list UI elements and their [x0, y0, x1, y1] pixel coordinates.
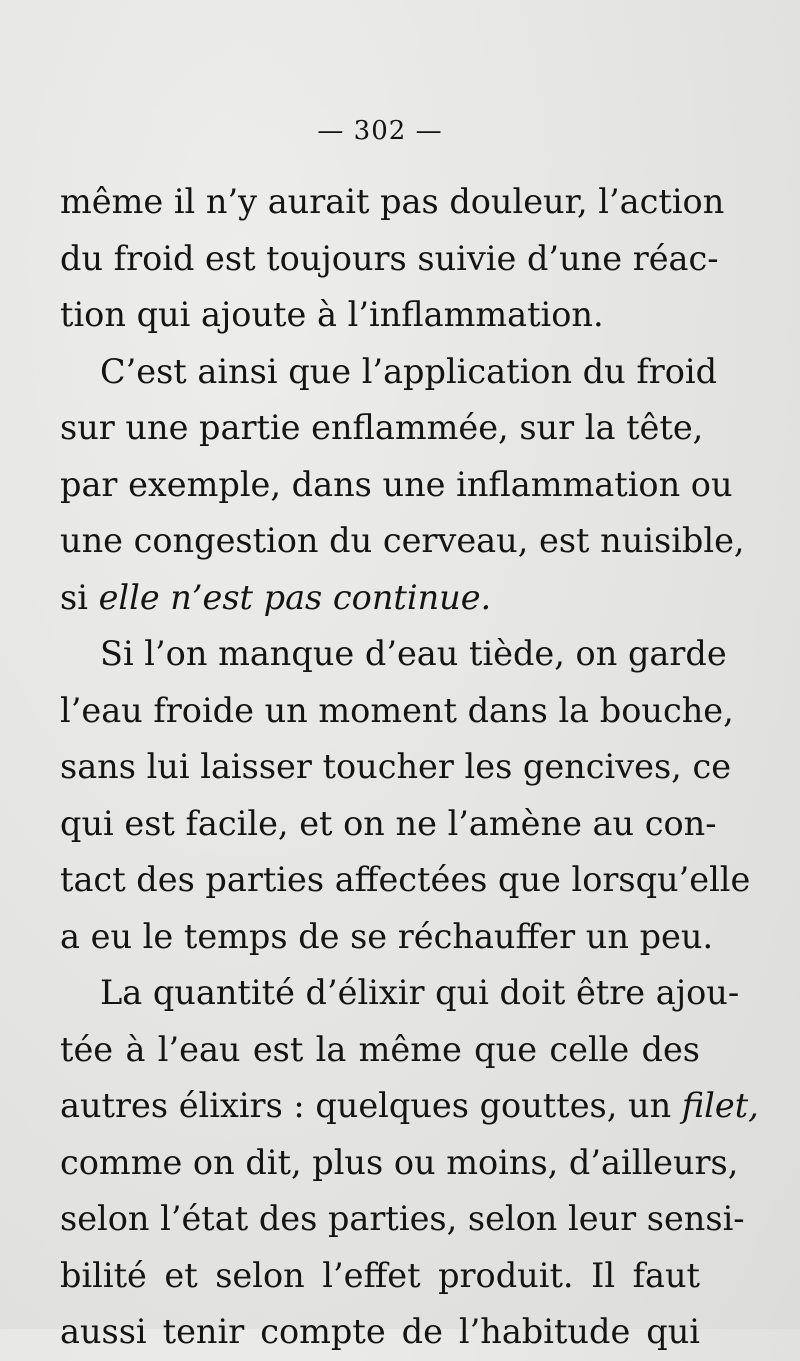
text-line: bilité et selon l’effet produit. Il faut	[60, 1255, 700, 1295]
text-line: du froid est toujours suivie d’une réac-	[60, 238, 719, 278]
italic-text: elle n’est pas continue.	[98, 577, 492, 617]
text-line: tion qui ajoute à l’inflammation.	[60, 295, 604, 334]
text-line: même il n’y aurait pas douleur, l’action	[60, 182, 725, 221]
text-line	[60, 1078, 759, 1135]
text-line: l’eau froide un moment dans la bouche,	[60, 690, 734, 730]
text-line: qui est facile, et on ne l’amène au con-	[60, 803, 717, 843]
text-fragment: si	[60, 577, 99, 617]
text-line: comme on dit, plus ou moins, d’ailleurs,	[60, 1142, 739, 1182]
text-line: aussi tenir compte de l’habitude qui	[60, 1312, 700, 1351]
page-number: — 302 —	[317, 116, 443, 146]
text-line: sur une partie enflammée, sur la tête,	[60, 408, 704, 447]
text-line: C’est ainsi que l’application du froid	[100, 351, 718, 391]
text-line: par exemple, dans une inflammation ou	[60, 464, 733, 504]
body-text	[60, 174, 759, 1361]
text-line: tact des parties affectées que lorsqu’elle	[60, 860, 751, 899]
text-line: selon l’état des parties, selon leur sensi-	[60, 1199, 745, 1238]
text-fragment: autres élixirs : quelques gouttes, un	[60, 1086, 682, 1125]
text-line: Si l’on manque d’eau tiède, on garde	[100, 634, 727, 673]
text-line	[60, 570, 700, 627]
text-line: La quantité d’élixir qui doit être ajou-	[100, 973, 740, 1012]
text-line: a eu le temps de se réchauffer un peu.	[60, 916, 714, 956]
text-line: tée à l’eau est la même que celle des	[60, 1029, 700, 1069]
text-line: une congestion du cerveau, est nuisible,	[60, 521, 745, 560]
italic-text: filet,	[681, 1086, 759, 1125]
text-line: sans lui laisser toucher les gencives, ce	[60, 747, 732, 786]
